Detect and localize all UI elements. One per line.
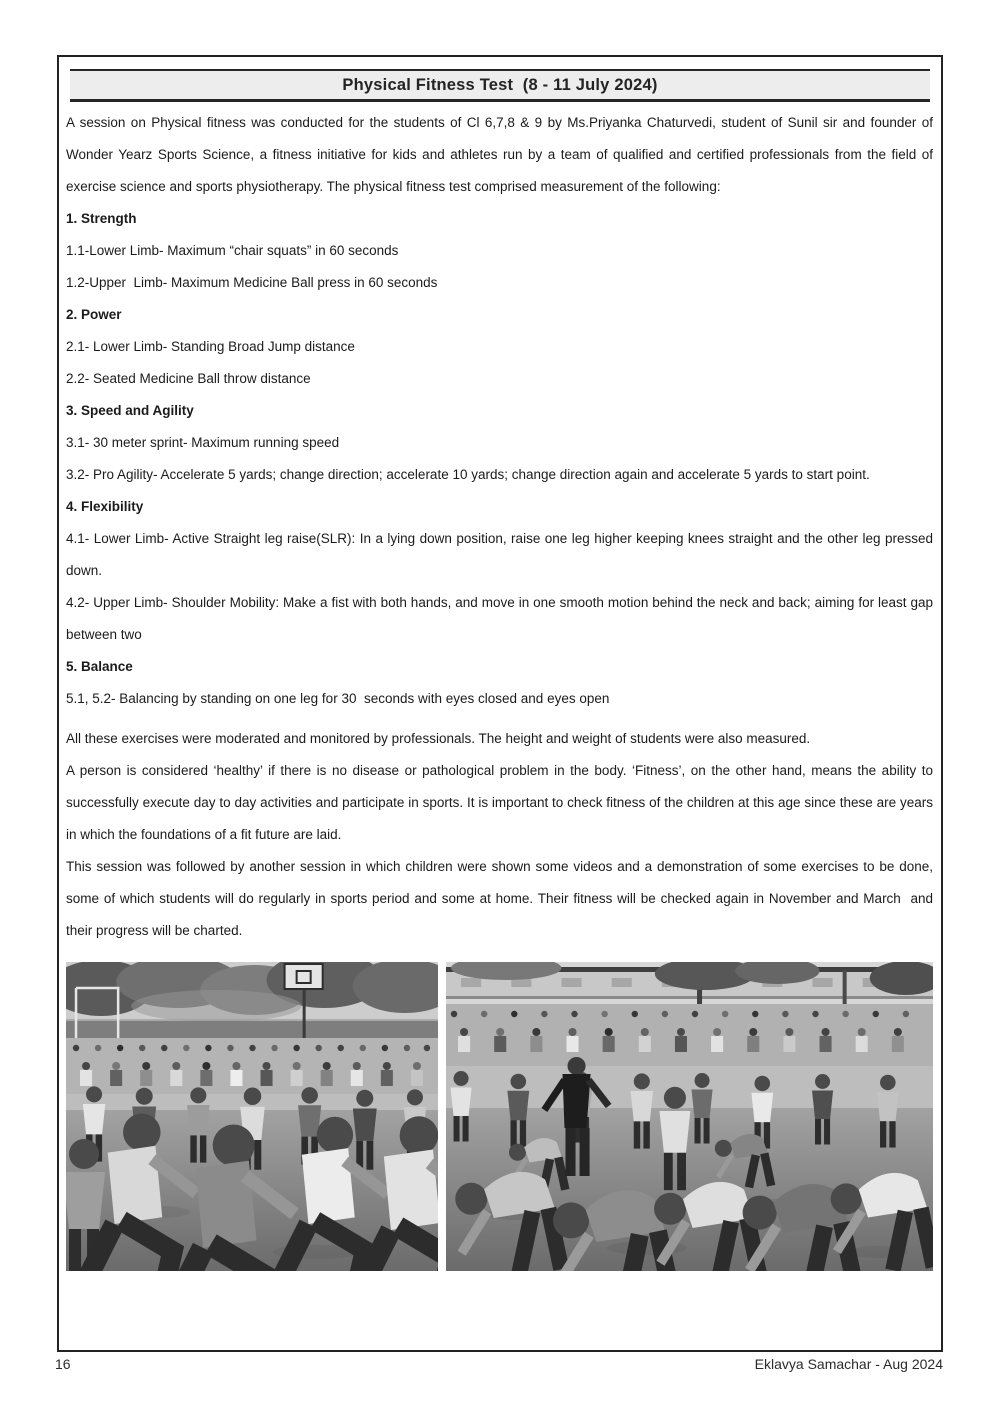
- fitness-session-photo-right-illustration: [446, 962, 933, 1271]
- list-item: 2.2- Seated Medicine Ball throw distance: [66, 371, 311, 386]
- closing-paragraph: All these exercises were moderated and monitored by professionals. The height and weight of students were also measured.: [66, 731, 811, 746]
- section-heading-balance: 5. Balance: [66, 659, 133, 674]
- intro-paragraph: A session on Physical fitness was conducted for the students of Cl 6,7,8 & 9 by Ms.Priyanka Chaturvedi, student of Sunil sir and founder of Wonder Yearz Sports Science, a fitness initiative for kids and athletes run by a team of qualified and certified professionals from the field of exercise science and sports physiotherapy. The physical fitness test comprised measurement of the following:: [66, 115, 933, 194]
- closing-paragraph: A person is considered ‘healthy’ if there is no disease or pathological problem in the body. ‘Fitness’, on the other hand, means the ability to successfully execute day to day activities and participate in sports. It is important to check fitness of the children at this age since these are years in which the foundations of a fit future are laid.: [66, 763, 933, 842]
- section-heading-power: 2. Power: [66, 307, 122, 322]
- page-number: 16: [55, 1356, 71, 1372]
- section-heading-strength: 1. Strength: [66, 211, 137, 226]
- page-footer: [55, 1356, 943, 1372]
- list-item: 2.1- Lower Limb- Standing Broad Jump distance: [66, 339, 355, 354]
- fitness-session-photo-left: [66, 962, 438, 1271]
- list-item: 1.2-Upper Limb- Maximum Medicine Ball press in 60 seconds: [66, 275, 438, 290]
- fitness-session-photo-left-illustration: [66, 962, 438, 1271]
- list-item: 1.1-Lower Limb- Maximum “chair squats” in 60 seconds: [66, 243, 399, 258]
- list-item: 3.1- 30 meter sprint- Maximum running speed: [66, 435, 340, 450]
- publication-name: Eklavya Samachar - Aug 2024: [754, 1356, 943, 1372]
- section-heading-speed-agility: 3. Speed and Agility: [66, 403, 194, 418]
- photo-row: [66, 962, 933, 1271]
- closing-paragraph: This session was followed by another session in which children were shown some videos and a demonstration of some exercises to be done, some of which students will do regularly in sports period and some at home. Their fitness will be checked again in November and March and their progress will be charted.: [66, 859, 933, 938]
- fitness-session-photo-right: [446, 962, 933, 1271]
- list-item: 5.1, 5.2- Balancing by standing on one leg for 30 seconds with eyes closed and eyes open: [66, 691, 610, 706]
- list-item: 4.1- Lower Limb- Active Straight leg raise(SLR): In a lying down position, raise one leg higher keeping knees straight and the other leg pressed down.: [66, 531, 933, 578]
- list-item: 4.2- Upper Limb- Shoulder Mobility: Make a fist with both hands, and move in one smooth motion behind the neck and back; aiming for least gap between two: [66, 595, 933, 642]
- article-body: [59, 102, 941, 1271]
- list-item: 3.2- Pro Agility- Accelerate 5 yards; change direction; accelerate 10 yards; change direction again and accelerate 5 yards to start point.: [66, 467, 870, 482]
- section-heading-flexibility: 4. Flexibility: [66, 499, 144, 514]
- page-frame: [57, 55, 943, 1352]
- article-title: Physical Fitness Test (8 - 11 July 2024): [70, 69, 930, 102]
